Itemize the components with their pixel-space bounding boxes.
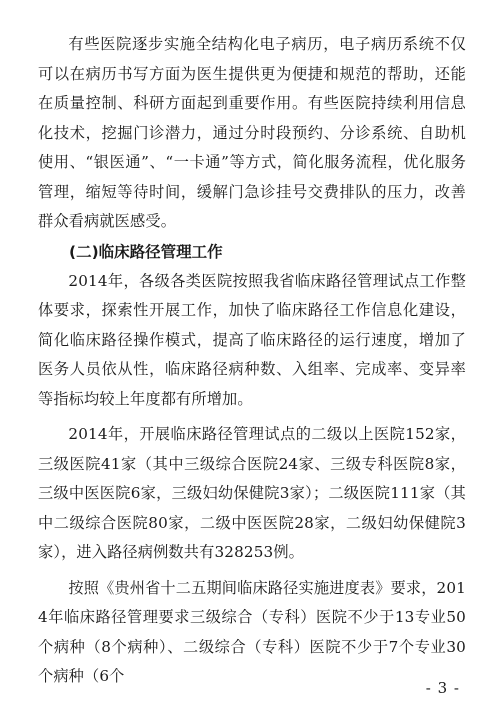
section-paragraph-1: 2014年，各级各类医院按照我省临床路径管理试点工作整体要求，探索性开展工作，加快了临床路径工作信息化建设，简化临床路径操作模式，提高了临床路径的运行速度，增加了医务人员依从性，临床路径病种数、入组率、完成率、变异率等指标均较上年度都有所增加。 bbox=[38, 271, 466, 408]
section-paragraph-2: 2014年，开展临床路径管理试点的二级以上医院152家，三级医院41家（其中三级综合医院24家、三级专科医院8家，三级中医医院6家，三级妇幼保健院3家）；二级医院111家（其中二级综合医院80家，二级中医医院28家，二级妇幼保健院3家），进入路径病例数共有328253例。 bbox=[38, 425, 466, 561]
intro-paragraph: 有些医院逐步实施全结构化电子病历，电子病历系统不仅可以在病历书写方面为医生提供更为便捷和规范的帮助，还能在质量控制、科研方面起到重要作用。有些医院持续利用信息化技术，挖掘门诊潜力，通过分时段预约、分诊系统、自助机使用、“银医通”、“一卡通”等方式，简化服务流程，优化服务管理，缩短等待时间，缓解门急诊挂号交费排队的压力，改善群众看病就医感受。 bbox=[38, 35, 466, 230]
section-paragraph-3: 按照《贵州省十二五期间临床路径实施进度表》要求，2014年临床路径管理要求三级综合（专科）医院不少于13专业50个病种（8个病种）、二级综合（专科）医院不少于7个专业30个病种（6个 bbox=[38, 578, 466, 685]
section-heading: (二)临床路径管理工作 bbox=[69, 242, 223, 261]
page-number: - 3 - bbox=[425, 679, 460, 697]
